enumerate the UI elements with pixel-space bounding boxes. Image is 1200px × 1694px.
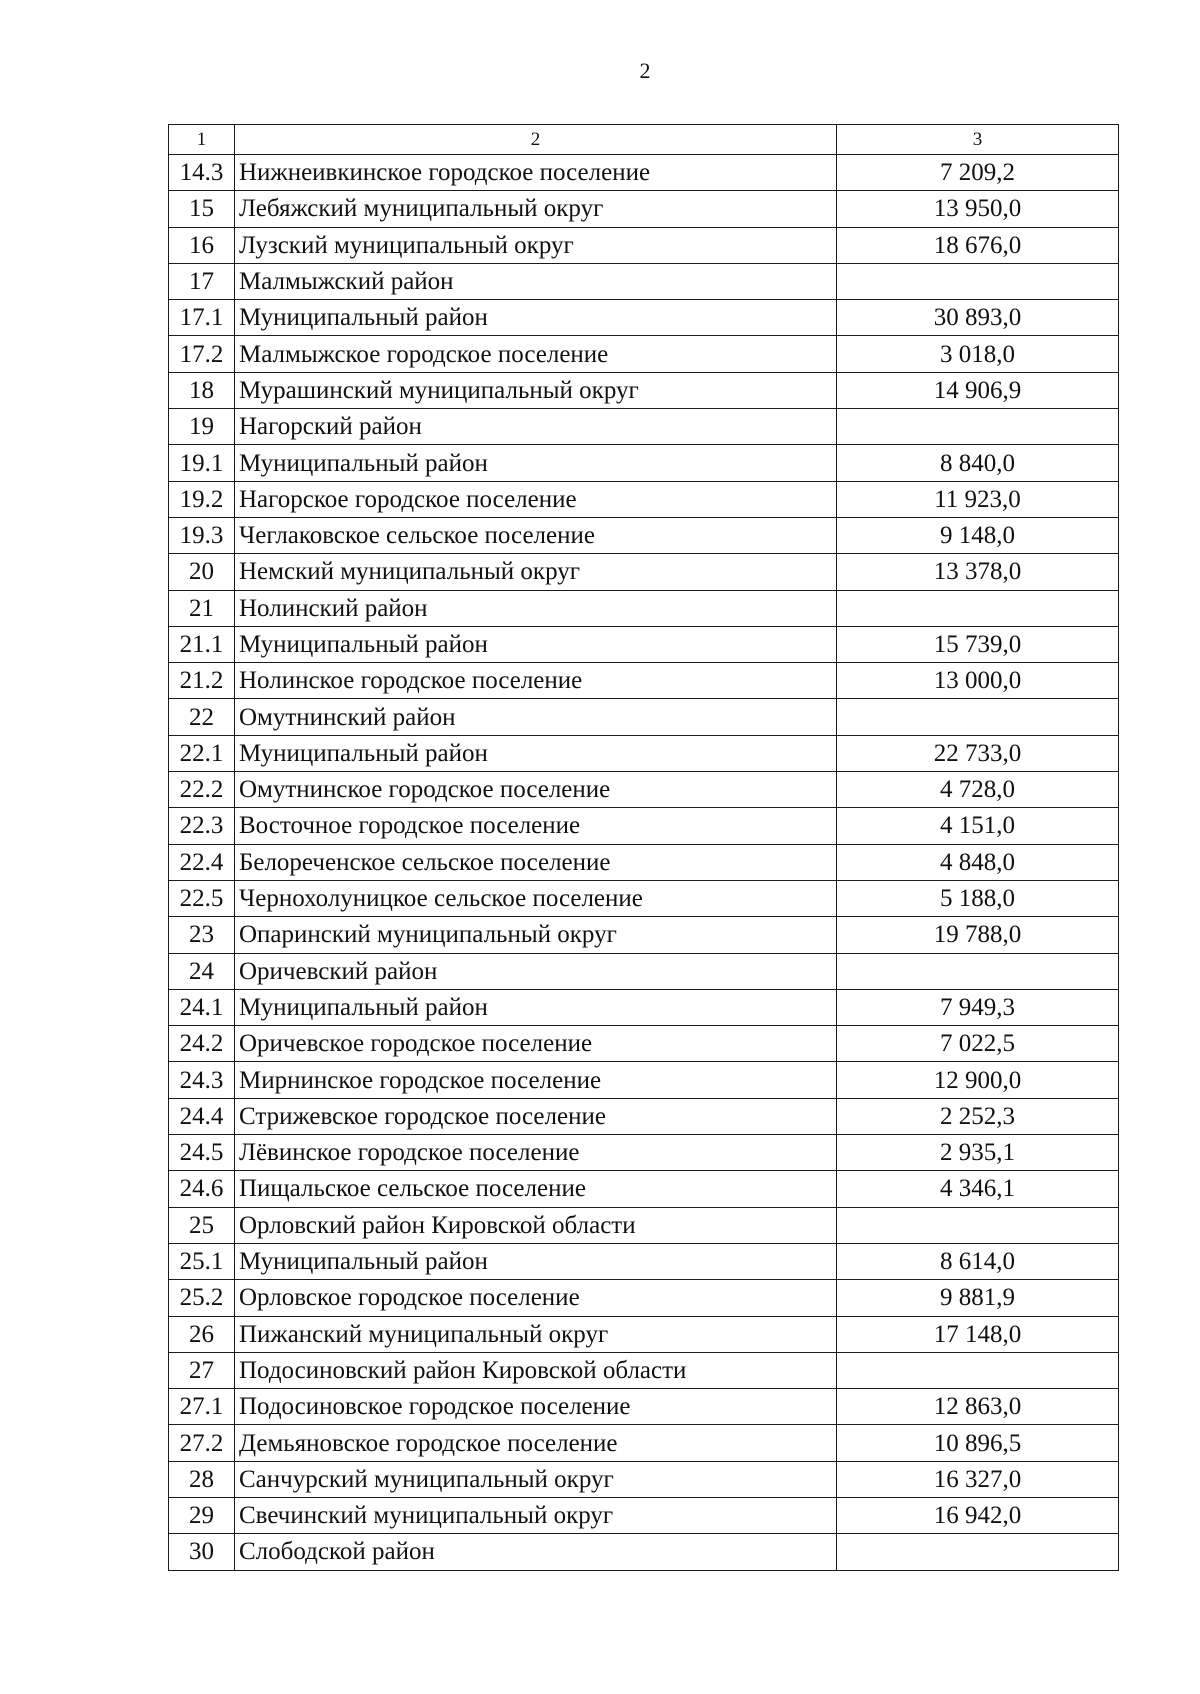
row-value-cell: 19 788,0 — [837, 917, 1119, 953]
row-name-cell: Омутнинский район — [235, 699, 837, 735]
table-row — [169, 1026, 1119, 1062]
row-number-cell: 25 — [169, 1207, 235, 1243]
row-name-cell: Нагорский район — [235, 409, 837, 445]
row-name-cell: Нолинское городское поселение — [235, 663, 837, 699]
row-number-cell: 21.2 — [169, 663, 235, 699]
row-number-cell: 24.4 — [169, 1098, 235, 1134]
table-row — [169, 953, 1119, 989]
row-number-cell: 27 — [169, 1352, 235, 1388]
table-row — [169, 735, 1119, 771]
row-name-cell: Муниципальный район — [235, 626, 837, 662]
table-row — [169, 1425, 1119, 1461]
row-name-cell: Муниципальный район — [235, 1243, 837, 1279]
table-row — [169, 844, 1119, 880]
row-name-cell: Малмыжское городское поселение — [235, 336, 837, 372]
row-value-cell — [837, 953, 1119, 989]
table-row — [169, 1280, 1119, 1316]
row-name-cell: Пищальское сельское поселение — [235, 1171, 837, 1207]
row-value-cell — [837, 1207, 1119, 1243]
table-row — [169, 1461, 1119, 1497]
row-name-cell: Лебяжский муниципальный округ — [235, 191, 837, 227]
row-name-cell: Подосиновский район Кировской области — [235, 1352, 837, 1388]
row-value-cell: 14 906,9 — [837, 372, 1119, 408]
row-value-cell — [837, 263, 1119, 299]
row-number-cell: 22.5 — [169, 880, 235, 916]
table-row — [169, 1316, 1119, 1352]
column-header-name: 2 — [235, 125, 837, 155]
row-value-cell: 12 863,0 — [837, 1389, 1119, 1425]
row-value-cell — [837, 590, 1119, 626]
row-value-cell: 13 378,0 — [837, 554, 1119, 590]
row-number-cell: 21.1 — [169, 626, 235, 662]
row-name-cell: Муниципальный район — [235, 989, 837, 1025]
row-value-cell — [837, 699, 1119, 735]
row-number-cell: 19.2 — [169, 481, 235, 517]
column-header-value: 3 — [837, 125, 1119, 155]
row-name-cell: Муниципальный район — [235, 735, 837, 771]
row-number-cell: 23 — [169, 917, 235, 953]
table-row — [169, 481, 1119, 517]
row-value-cell: 7 949,3 — [837, 989, 1119, 1025]
row-name-cell: Лёвинское городское поселение — [235, 1135, 837, 1171]
table-row — [169, 1534, 1119, 1570]
page-number: 2 — [639, 58, 651, 83]
row-name-cell: Лузский муниципальный округ — [235, 227, 837, 263]
table-row — [169, 227, 1119, 263]
row-value-cell: 16 327,0 — [837, 1461, 1119, 1497]
row-number-cell: 17 — [169, 263, 235, 299]
row-number-cell: 14.3 — [169, 155, 235, 191]
row-name-cell: Мурашинский муниципальный округ — [235, 372, 837, 408]
row-name-cell: Чернохолуницкое сельское поселение — [235, 880, 837, 916]
row-name-cell: Нолинский район — [235, 590, 837, 626]
row-value-cell: 4 848,0 — [837, 844, 1119, 880]
table-row — [169, 1135, 1119, 1171]
table-row — [169, 1207, 1119, 1243]
row-number-cell: 27.1 — [169, 1389, 235, 1425]
row-value-cell: 17 148,0 — [837, 1316, 1119, 1352]
table-row — [169, 1098, 1119, 1134]
row-value-cell: 4 728,0 — [837, 772, 1119, 808]
row-value-cell: 5 188,0 — [837, 880, 1119, 916]
table-row — [169, 300, 1119, 336]
row-name-cell: Оричевское городское поселение — [235, 1026, 837, 1062]
row-number-cell: 22 — [169, 699, 235, 735]
row-name-cell: Мирнинское городское поселение — [235, 1062, 837, 1098]
row-number-cell: 27.2 — [169, 1425, 235, 1461]
row-name-cell: Орловский район Кировской области — [235, 1207, 837, 1243]
row-number-cell: 15 — [169, 191, 235, 227]
row-value-cell: 15 739,0 — [837, 626, 1119, 662]
row-number-cell: 17.2 — [169, 336, 235, 372]
row-value-cell: 13 950,0 — [837, 191, 1119, 227]
row-number-cell: 18 — [169, 372, 235, 408]
row-name-cell: Демьяновское городское поселение — [235, 1425, 837, 1461]
table-body — [169, 155, 1119, 1571]
row-name-cell: Слободской район — [235, 1534, 837, 1570]
row-value-cell: 8 614,0 — [837, 1243, 1119, 1279]
row-name-cell: Опаринский муниципальный округ — [235, 917, 837, 953]
row-number-cell: 20 — [169, 554, 235, 590]
row-name-cell: Малмыжский район — [235, 263, 837, 299]
row-number-cell: 22.2 — [169, 772, 235, 808]
row-value-cell: 8 840,0 — [837, 445, 1119, 481]
table-row — [169, 989, 1119, 1025]
row-name-cell: Подосиновское городское поселение — [235, 1389, 837, 1425]
row-name-cell: Муниципальный район — [235, 300, 837, 336]
row-number-cell: 25.1 — [169, 1243, 235, 1279]
table-row — [169, 808, 1119, 844]
table-row — [169, 880, 1119, 916]
table-row — [169, 1243, 1119, 1279]
table-row — [169, 1062, 1119, 1098]
row-number-cell: 19.1 — [169, 445, 235, 481]
row-number-cell: 28 — [169, 1461, 235, 1497]
row-value-cell: 22 733,0 — [837, 735, 1119, 771]
row-number-cell: 24.5 — [169, 1135, 235, 1171]
budget-allocation-table — [168, 124, 1119, 1571]
row-number-cell: 16 — [169, 227, 235, 263]
table-row — [169, 1497, 1119, 1533]
row-number-cell: 19.3 — [169, 517, 235, 553]
row-number-cell: 22.4 — [169, 844, 235, 880]
table-row — [169, 1171, 1119, 1207]
row-name-cell: Немский муниципальный округ — [235, 554, 837, 590]
table-row — [169, 517, 1119, 553]
row-number-cell: 24.2 — [169, 1026, 235, 1062]
table-row — [169, 554, 1119, 590]
row-name-cell: Орловское городское поселение — [235, 1280, 837, 1316]
table-row — [169, 917, 1119, 953]
row-value-cell: 9 148,0 — [837, 517, 1119, 553]
row-value-cell: 9 881,9 — [837, 1280, 1119, 1316]
row-value-cell: 4 151,0 — [837, 808, 1119, 844]
table-row — [169, 263, 1119, 299]
row-name-cell: Восточное городское поселение — [235, 808, 837, 844]
row-value-cell: 7 022,5 — [837, 1026, 1119, 1062]
row-value-cell: 2 935,1 — [837, 1135, 1119, 1171]
table-row — [169, 1352, 1119, 1388]
table-row — [169, 663, 1119, 699]
row-number-cell: 22.1 — [169, 735, 235, 771]
row-value-cell: 10 896,5 — [837, 1425, 1119, 1461]
table-row — [169, 626, 1119, 662]
row-number-cell: 24.3 — [169, 1062, 235, 1098]
row-value-cell — [837, 1534, 1119, 1570]
row-number-cell: 21 — [169, 590, 235, 626]
row-value-cell: 18 676,0 — [837, 227, 1119, 263]
row-name-cell: Омутнинское городское поселение — [235, 772, 837, 808]
table-row — [169, 336, 1119, 372]
table-row — [169, 409, 1119, 445]
row-name-cell: Пижанский муниципальный округ — [235, 1316, 837, 1352]
row-name-cell: Оричевский район — [235, 953, 837, 989]
table-row — [169, 191, 1119, 227]
row-name-cell: Чеглаковское сельское поселение — [235, 517, 837, 553]
row-value-cell: 30 893,0 — [837, 300, 1119, 336]
row-value-cell: 2 252,3 — [837, 1098, 1119, 1134]
table-row — [169, 772, 1119, 808]
table-row — [169, 445, 1119, 481]
row-number-cell: 19 — [169, 409, 235, 445]
table-row — [169, 1389, 1119, 1425]
row-value-cell: 16 942,0 — [837, 1497, 1119, 1533]
row-number-cell: 24 — [169, 953, 235, 989]
row-name-cell: Свечинский муниципальный округ — [235, 1497, 837, 1533]
table-row — [169, 372, 1119, 408]
row-name-cell: Стрижевское городское поселение — [235, 1098, 837, 1134]
row-value-cell: 11 923,0 — [837, 481, 1119, 517]
table-row — [169, 590, 1119, 626]
row-number-cell: 17.1 — [169, 300, 235, 336]
row-number-cell: 24.6 — [169, 1171, 235, 1207]
table-row — [169, 155, 1119, 191]
row-number-cell: 30 — [169, 1534, 235, 1570]
row-number-cell: 26 — [169, 1316, 235, 1352]
column-header-number: 1 — [169, 125, 235, 155]
row-number-cell: 24.1 — [169, 989, 235, 1025]
row-name-cell: Белореченское сельское поселение — [235, 844, 837, 880]
row-number-cell: 22.3 — [169, 808, 235, 844]
row-value-cell — [837, 409, 1119, 445]
row-value-cell: 7 209,2 — [837, 155, 1119, 191]
row-name-cell: Санчурский муниципальный округ — [235, 1461, 837, 1497]
row-value-cell: 13 000,0 — [837, 663, 1119, 699]
row-value-cell: 12 900,0 — [837, 1062, 1119, 1098]
row-name-cell: Нижнеивкинское городское поселение — [235, 155, 837, 191]
row-name-cell: Муниципальный район — [235, 445, 837, 481]
row-value-cell: 4 346,1 — [837, 1171, 1119, 1207]
table-header-row — [169, 125, 1119, 155]
row-name-cell: Нагорское городское поселение — [235, 481, 837, 517]
table-row — [169, 699, 1119, 735]
row-number-cell: 29 — [169, 1497, 235, 1533]
row-value-cell — [837, 1352, 1119, 1388]
row-value-cell: 3 018,0 — [837, 336, 1119, 372]
row-number-cell: 25.2 — [169, 1280, 235, 1316]
